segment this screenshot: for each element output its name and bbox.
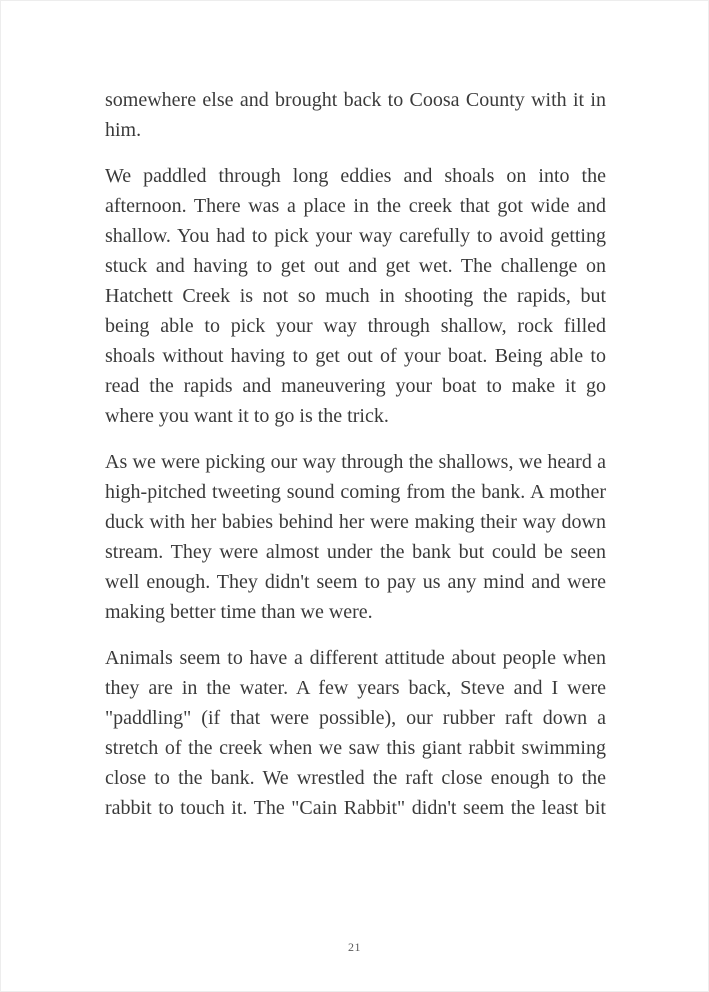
paragraph: Animals seem to have a different attitude about people when they are in the water. A few years back, Steve and I were "paddling" (if that were possible), our rubber raft down a stretch of the creek when we saw this giant rabbit swimming close to the bank. We wrestled the raft close enough to the rabbit to touch it. The "Cain Rabbit" didn't seem the least bit <box>105 647 606 819</box>
paragraph: As we were picking our way through the shallows, we heard a high-pitched tweeting sound coming from the bank. A mother duck with her babies behind her were making their way down stream. They were almost under the bank but could be seen well enough. They didn't seem to pay us any mind and were making better time than we were. <box>105 451 606 623</box>
paragraph: We paddled through long eddies and shoals on into the afternoon. There was a place in the creek that got wide and shallow. You had to pick your way carefully to avoid getting stuck and having to get out and get wet. The challenge on Hatchett Creek is not so much in shooting the rapids, but being able to pick your way through shallow, rock filled shoals without having to get out of your boat. Being able to read the rapids and maneuvering your boat to make it go where you want it to go is the trick. <box>105 165 606 427</box>
page-text-block <box>105 85 606 823</box>
paragraph: somewhere else and brought back to Coosa County with it in him. <box>105 89 606 141</box>
page-number: 21 <box>348 940 361 954</box>
